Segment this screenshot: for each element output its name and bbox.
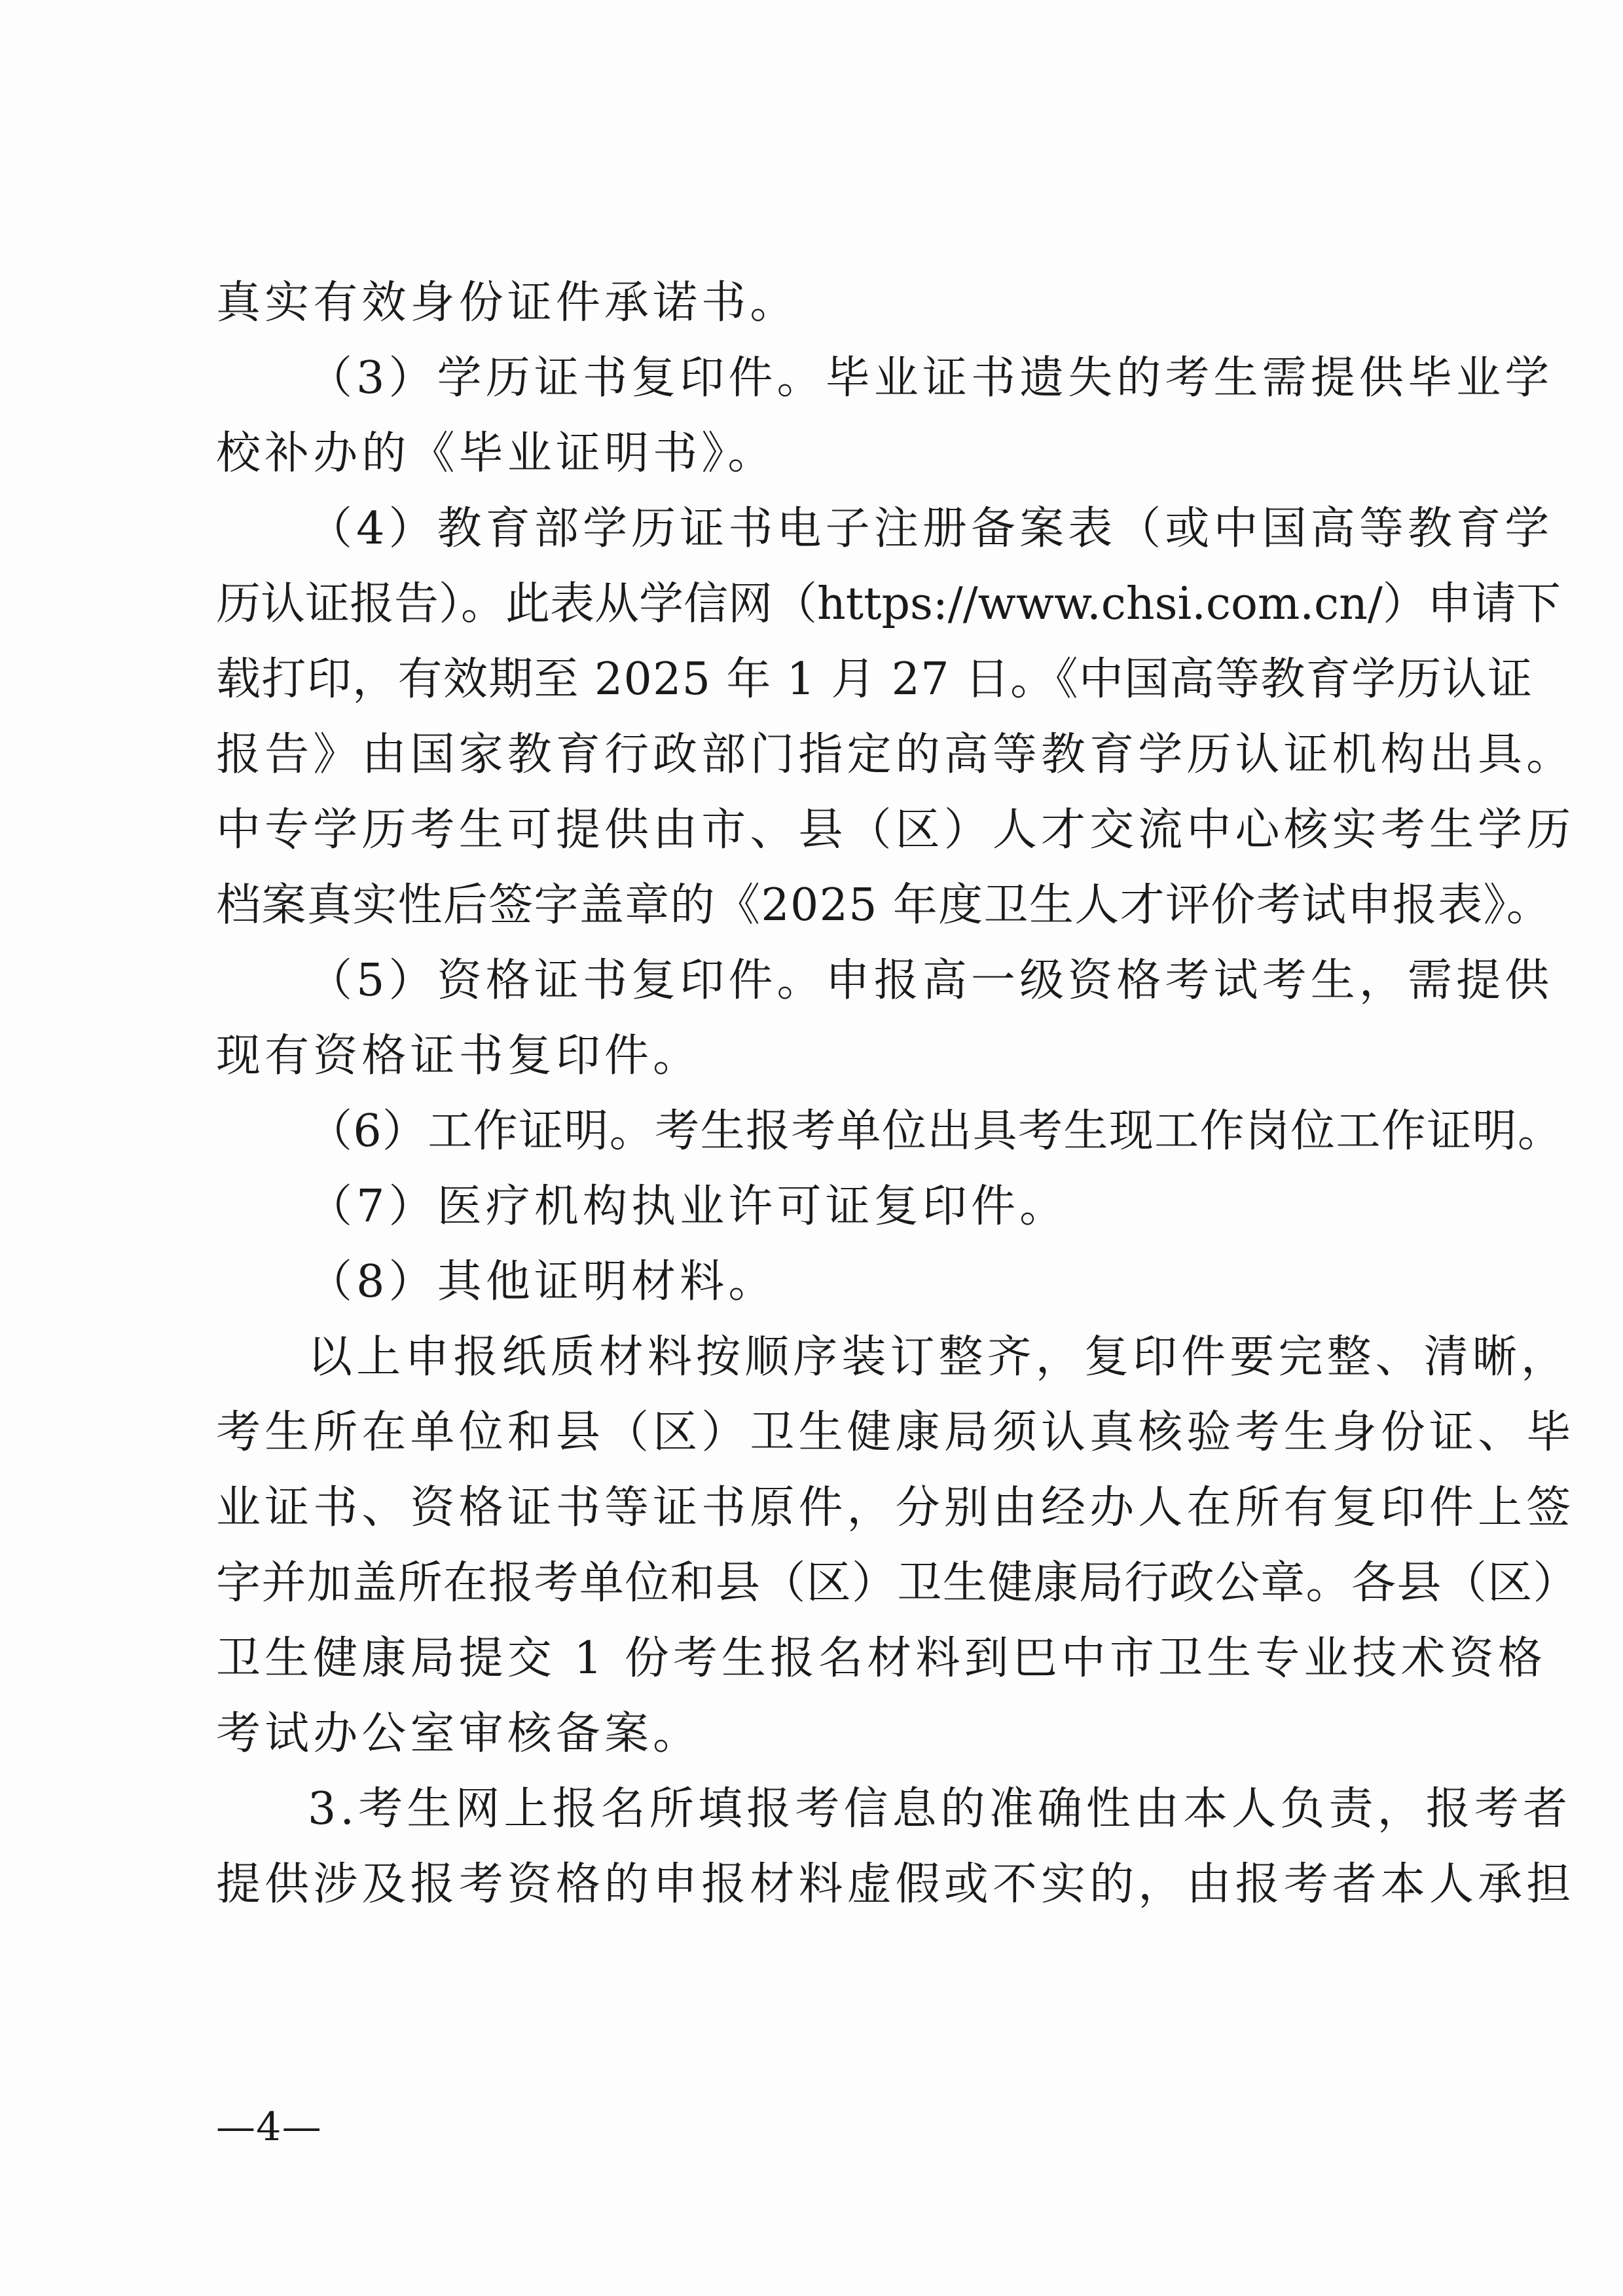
document-body — [216, 265, 1578, 1922]
text-line: 业证书、资格证书等证书原件，分别由经办人在所有复印件上签 — [216, 1482, 1575, 1534]
text-line: （3）学历证书复印件。毕业证书遗失的考生需提供毕业学 — [308, 352, 1554, 404]
text-line: 中专学历考生可提供由市、县（区）人才交流中心核实考生学历 — [216, 804, 1575, 856]
text-line: 3.考生网上报名所填报考信息的准确性由本人负责，报考者 — [308, 1783, 1572, 1835]
text-line: （4）教育部学历证书电子注册备案表（或中国高等教育学 — [308, 503, 1554, 555]
text-line: 真实有效身份证件承诺书。 — [216, 277, 799, 329]
page-number: —4— — [216, 2104, 322, 2150]
text-line: （5）资格证书复印件。申报高一级资格考试考生，需提供 — [308, 955, 1554, 1007]
text-line: （8）其他证明材料。 — [308, 1256, 777, 1308]
text-line: 校补办的《毕业证明书》。 — [216, 428, 776, 479]
text-line: 载打印，有效期至 2025 年 1 月 27 日。《中国高等教育学历认证 — [216, 654, 1533, 705]
text-line: 档案真实性后签字盖章的《2025 年度卫生人才评价考试申报表》。 — [216, 880, 1552, 931]
text-line: 以上申报纸质材料按顺序装订整齐，复印件要完整、清晰， — [308, 1331, 1570, 1383]
text-line: 历认证报告）。此表从学信网（https://www.chsi.com.cn/）申请下 — [216, 578, 1561, 630]
text-line: 考试办公室审核备案。 — [216, 1708, 702, 1760]
text-line: 字并加盖所在报考单位和县（区）卫生健康局行政公章。各县（区） — [216, 1557, 1578, 1609]
text-line: 现有资格证书复印件。 — [216, 1030, 702, 1082]
text-line: （7）医疗机构执业许可证复印件。 — [308, 1181, 1068, 1232]
text-line: （6）工作证明。考生报考单位出具考生现工作岗位工作证明。 — [308, 1105, 1563, 1157]
text-line: 考生所在单位和县（区）卫生健康局须认真核验考生身份证、毕 — [216, 1407, 1575, 1458]
text-line: 卫生健康局提交 1 份考生报名材料到巴中市卫生专业技术资格 — [216, 1633, 1546, 1684]
text-line: 报告》由国家教育行政部门指定的高等教育学历认证机构出具。 — [216, 729, 1575, 781]
text-line: 提供涉及报考资格的申报材料虚假或不实的，由报考者本人承担 — [216, 1859, 1575, 1910]
